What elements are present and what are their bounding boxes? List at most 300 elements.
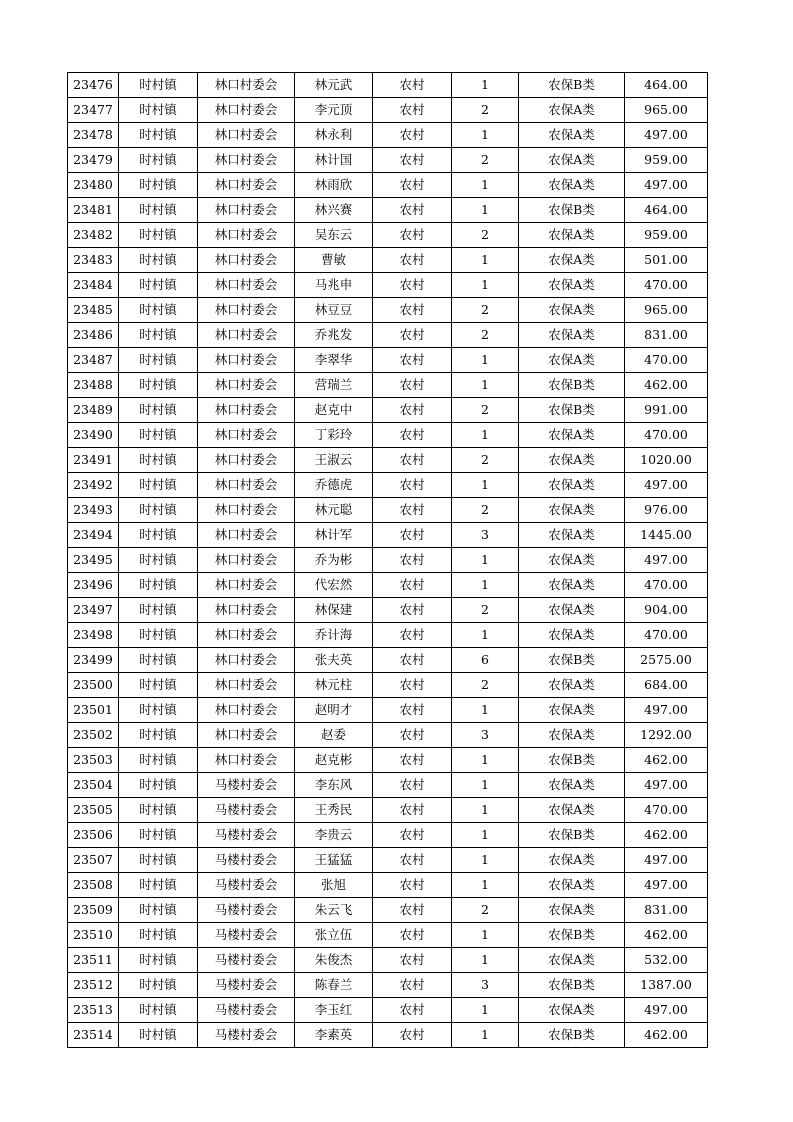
cell-amount: 976.00 (625, 498, 708, 523)
cell-village-committee: 林口村委会 (198, 248, 295, 273)
cell-household-type: 农村 (373, 648, 452, 673)
table-row (68, 73, 708, 98)
cell-town: 时村镇 (119, 473, 198, 498)
cell-serial-number: 23485 (68, 298, 119, 323)
cell-village-committee: 林口村委会 (198, 123, 295, 148)
cell-family-size: 1 (452, 823, 519, 848)
cell-insurance-category: 农保A类 (519, 348, 625, 373)
cell-household-type: 农村 (373, 898, 452, 923)
cell-town: 时村镇 (119, 123, 198, 148)
cell-household-type: 农村 (373, 98, 452, 123)
cell-amount: 497.00 (625, 873, 708, 898)
cell-family-size: 3 (452, 973, 519, 998)
cell-town: 时村镇 (119, 423, 198, 448)
cell-serial-number: 23493 (68, 498, 119, 523)
cell-amount: 2575.00 (625, 648, 708, 673)
cell-person-name: 丁彩玲 (295, 423, 373, 448)
table-row (68, 748, 708, 773)
cell-person-name: 王猛猛 (295, 848, 373, 873)
cell-family-size: 2 (452, 898, 519, 923)
cell-insurance-category: 农保A类 (519, 148, 625, 173)
cell-town: 时村镇 (119, 698, 198, 723)
table-row (68, 623, 708, 648)
cell-village-committee: 林口村委会 (198, 323, 295, 348)
cell-village-committee: 林口村委会 (198, 98, 295, 123)
cell-village-committee: 林口村委会 (198, 723, 295, 748)
cell-serial-number: 23492 (68, 473, 119, 498)
cell-family-size: 3 (452, 523, 519, 548)
cell-amount: 532.00 (625, 948, 708, 973)
cell-insurance-category: 农保A类 (519, 473, 625, 498)
cell-town: 时村镇 (119, 898, 198, 923)
cell-insurance-category: 农保A类 (519, 773, 625, 798)
cell-village-committee: 马楼村委会 (198, 998, 295, 1023)
cell-amount: 462.00 (625, 923, 708, 948)
cell-serial-number: 23488 (68, 373, 119, 398)
cell-family-size: 2 (452, 148, 519, 173)
cell-village-committee: 马楼村委会 (198, 798, 295, 823)
cell-household-type: 农村 (373, 973, 452, 998)
cell-family-size: 2 (452, 498, 519, 523)
cell-person-name: 林元武 (295, 73, 373, 98)
cell-family-size: 2 (452, 598, 519, 623)
table-row (68, 323, 708, 348)
cell-town: 时村镇 (119, 748, 198, 773)
cell-town: 时村镇 (119, 848, 198, 873)
cell-amount: 464.00 (625, 73, 708, 98)
cell-serial-number: 23497 (68, 598, 119, 623)
cell-household-type: 农村 (373, 348, 452, 373)
cell-town: 时村镇 (119, 523, 198, 548)
cell-serial-number: 23495 (68, 548, 119, 573)
cell-insurance-category: 农保A类 (519, 848, 625, 873)
cell-insurance-category: 农保A类 (519, 248, 625, 273)
cell-family-size: 2 (452, 398, 519, 423)
cell-serial-number: 23511 (68, 948, 119, 973)
table-row (68, 223, 708, 248)
cell-village-committee: 林口村委会 (198, 373, 295, 398)
cell-household-type: 农村 (373, 848, 452, 873)
cell-amount: 497.00 (625, 998, 708, 1023)
table-row (68, 173, 708, 198)
cell-insurance-category: 农保B类 (519, 648, 625, 673)
cell-amount: 497.00 (625, 773, 708, 798)
cell-family-size: 1 (452, 948, 519, 973)
cell-family-size: 1 (452, 698, 519, 723)
cell-family-size: 1 (452, 198, 519, 223)
cell-serial-number: 23480 (68, 173, 119, 198)
cell-household-type: 农村 (373, 248, 452, 273)
cell-insurance-category: 农保A类 (519, 98, 625, 123)
cell-household-type: 农村 (373, 798, 452, 823)
cell-insurance-category: 农保A类 (519, 423, 625, 448)
cell-serial-number: 23484 (68, 273, 119, 298)
cell-family-size: 1 (452, 273, 519, 298)
cell-amount: 497.00 (625, 548, 708, 573)
table-row (68, 573, 708, 598)
cell-insurance-category: 农保A类 (519, 273, 625, 298)
cell-serial-number: 23487 (68, 348, 119, 373)
cell-insurance-category: 农保A类 (519, 223, 625, 248)
cell-insurance-category: 农保A类 (519, 898, 625, 923)
table-row (68, 973, 708, 998)
cell-village-committee: 林口村委会 (198, 223, 295, 248)
cell-amount: 831.00 (625, 323, 708, 348)
cell-village-committee: 林口村委会 (198, 473, 295, 498)
cell-amount: 497.00 (625, 848, 708, 873)
cell-serial-number: 23514 (68, 1023, 119, 1048)
cell-person-name: 曹敏 (295, 248, 373, 273)
cell-amount: 497.00 (625, 473, 708, 498)
cell-village-committee: 林口村委会 (198, 73, 295, 98)
cell-village-committee: 林口村委会 (198, 698, 295, 723)
cell-amount: 1387.00 (625, 973, 708, 998)
cell-person-name: 朱俊杰 (295, 948, 373, 973)
cell-town: 时村镇 (119, 623, 198, 648)
cell-family-size: 1 (452, 348, 519, 373)
cell-family-size: 2 (452, 223, 519, 248)
cell-town: 时村镇 (119, 173, 198, 198)
cell-person-name: 林元柱 (295, 673, 373, 698)
relief-roster-table (67, 72, 708, 1048)
cell-amount: 497.00 (625, 123, 708, 148)
cell-serial-number: 23501 (68, 698, 119, 723)
cell-household-type: 农村 (373, 498, 452, 523)
cell-insurance-category: 农保A类 (519, 998, 625, 1023)
table-row (68, 398, 708, 423)
cell-person-name: 李素英 (295, 1023, 373, 1048)
cell-family-size: 2 (452, 98, 519, 123)
cell-town: 时村镇 (119, 448, 198, 473)
cell-village-committee: 马楼村委会 (198, 973, 295, 998)
cell-insurance-category: 农保B类 (519, 1023, 625, 1048)
cell-amount: 462.00 (625, 373, 708, 398)
cell-serial-number: 23481 (68, 198, 119, 223)
cell-village-committee: 林口村委会 (198, 748, 295, 773)
cell-household-type: 农村 (373, 673, 452, 698)
cell-town: 时村镇 (119, 323, 198, 348)
cell-household-type: 农村 (373, 123, 452, 148)
table-row (68, 1023, 708, 1048)
cell-village-committee: 林口村委会 (198, 673, 295, 698)
cell-person-name: 乔为彬 (295, 548, 373, 573)
cell-insurance-category: 农保A类 (519, 723, 625, 748)
cell-town: 时村镇 (119, 598, 198, 623)
table-row (68, 473, 708, 498)
cell-household-type: 农村 (373, 448, 452, 473)
cell-person-name: 张立伍 (295, 923, 373, 948)
cell-insurance-category: 农保A类 (519, 673, 625, 698)
cell-village-committee: 林口村委会 (198, 498, 295, 523)
cell-village-committee: 林口村委会 (198, 173, 295, 198)
cell-person-name: 李东风 (295, 773, 373, 798)
cell-village-committee: 林口村委会 (198, 298, 295, 323)
table-row (68, 148, 708, 173)
cell-household-type: 农村 (373, 173, 452, 198)
cell-village-committee: 马楼村委会 (198, 1023, 295, 1048)
cell-amount: 464.00 (625, 198, 708, 223)
cell-serial-number: 23508 (68, 873, 119, 898)
cell-insurance-category: 农保A类 (519, 298, 625, 323)
cell-household-type: 农村 (373, 298, 452, 323)
cell-amount: 959.00 (625, 148, 708, 173)
cell-town: 时村镇 (119, 273, 198, 298)
cell-household-type: 农村 (373, 698, 452, 723)
cell-household-type: 农村 (373, 198, 452, 223)
cell-village-committee: 林口村委会 (198, 573, 295, 598)
cell-person-name: 赵明才 (295, 698, 373, 723)
cell-household-type: 农村 (373, 573, 452, 598)
cell-family-size: 1 (452, 923, 519, 948)
table-row (68, 798, 708, 823)
cell-family-size: 1 (452, 173, 519, 198)
cell-village-committee: 林口村委会 (198, 148, 295, 173)
cell-household-type: 农村 (373, 398, 452, 423)
table-row (68, 873, 708, 898)
cell-serial-number: 23491 (68, 448, 119, 473)
cell-serial-number: 23507 (68, 848, 119, 873)
table-row (68, 498, 708, 523)
cell-family-size: 1 (452, 248, 519, 273)
cell-village-committee: 马楼村委会 (198, 898, 295, 923)
cell-amount: 684.00 (625, 673, 708, 698)
cell-amount: 470.00 (625, 623, 708, 648)
cell-amount: 462.00 (625, 748, 708, 773)
cell-family-size: 1 (452, 873, 519, 898)
cell-town: 时村镇 (119, 723, 198, 748)
cell-family-size: 6 (452, 648, 519, 673)
table-row (68, 98, 708, 123)
cell-serial-number: 23509 (68, 898, 119, 923)
cell-person-name: 王淑云 (295, 448, 373, 473)
cell-insurance-category: 农保A类 (519, 948, 625, 973)
cell-serial-number: 23478 (68, 123, 119, 148)
cell-amount: 470.00 (625, 273, 708, 298)
cell-household-type: 农村 (373, 598, 452, 623)
cell-insurance-category: 农保A类 (519, 598, 625, 623)
cell-serial-number: 23486 (68, 323, 119, 348)
cell-town: 时村镇 (119, 148, 198, 173)
cell-serial-number: 23476 (68, 73, 119, 98)
table-row (68, 998, 708, 1023)
cell-insurance-category: 农保A类 (519, 448, 625, 473)
cell-person-name: 马兆申 (295, 273, 373, 298)
cell-insurance-category: 农保A类 (519, 873, 625, 898)
cell-village-committee: 林口村委会 (198, 448, 295, 473)
cell-household-type: 农村 (373, 423, 452, 448)
cell-amount: 470.00 (625, 348, 708, 373)
cell-village-committee: 林口村委会 (198, 648, 295, 673)
cell-village-committee: 林口村委会 (198, 423, 295, 448)
cell-town: 时村镇 (119, 673, 198, 698)
cell-family-size: 1 (452, 773, 519, 798)
cell-village-committee: 林口村委会 (198, 198, 295, 223)
table-body (68, 73, 708, 1048)
cell-household-type: 农村 (373, 773, 452, 798)
cell-person-name: 林兴赛 (295, 198, 373, 223)
cell-serial-number: 23489 (68, 398, 119, 423)
cell-family-size: 1 (452, 623, 519, 648)
cell-serial-number: 23490 (68, 423, 119, 448)
table-row (68, 823, 708, 848)
cell-amount: 497.00 (625, 698, 708, 723)
table-row (68, 123, 708, 148)
cell-family-size: 2 (452, 298, 519, 323)
cell-village-committee: 林口村委会 (198, 398, 295, 423)
cell-town: 时村镇 (119, 773, 198, 798)
cell-serial-number: 23482 (68, 223, 119, 248)
cell-amount: 462.00 (625, 1023, 708, 1048)
table-row (68, 273, 708, 298)
cell-serial-number: 23504 (68, 773, 119, 798)
cell-insurance-category: 农保A类 (519, 523, 625, 548)
cell-household-type: 农村 (373, 823, 452, 848)
cell-family-size: 2 (452, 323, 519, 348)
cell-serial-number: 23502 (68, 723, 119, 748)
cell-town: 时村镇 (119, 1023, 198, 1048)
cell-family-size: 1 (452, 848, 519, 873)
cell-serial-number: 23503 (68, 748, 119, 773)
cell-town: 时村镇 (119, 498, 198, 523)
cell-insurance-category: 农保A类 (519, 123, 625, 148)
cell-household-type: 农村 (373, 373, 452, 398)
cell-household-type: 农村 (373, 873, 452, 898)
cell-person-name: 乔计海 (295, 623, 373, 648)
cell-insurance-category: 农保B类 (519, 923, 625, 948)
cell-insurance-category: 农保B类 (519, 73, 625, 98)
cell-insurance-category: 农保A类 (519, 173, 625, 198)
cell-family-size: 1 (452, 73, 519, 98)
cell-amount: 501.00 (625, 248, 708, 273)
cell-town: 时村镇 (119, 923, 198, 948)
cell-village-committee: 林口村委会 (198, 623, 295, 648)
cell-person-name: 代宏然 (295, 573, 373, 598)
cell-household-type: 农村 (373, 948, 452, 973)
cell-town: 时村镇 (119, 873, 198, 898)
cell-family-size: 1 (452, 748, 519, 773)
cell-person-name: 赵克彬 (295, 748, 373, 773)
cell-amount: 462.00 (625, 823, 708, 848)
table-row (68, 598, 708, 623)
cell-insurance-category: 农保B类 (519, 973, 625, 998)
cell-serial-number: 23512 (68, 973, 119, 998)
cell-family-size: 3 (452, 723, 519, 748)
cell-amount: 831.00 (625, 898, 708, 923)
cell-person-name: 李玉红 (295, 998, 373, 1023)
cell-household-type: 农村 (373, 623, 452, 648)
cell-amount: 1020.00 (625, 448, 708, 473)
table-row (68, 298, 708, 323)
cell-amount: 959.00 (625, 223, 708, 248)
cell-village-committee: 林口村委会 (198, 598, 295, 623)
cell-serial-number: 23496 (68, 573, 119, 598)
cell-serial-number: 23506 (68, 823, 119, 848)
cell-household-type: 农村 (373, 473, 452, 498)
cell-household-type: 农村 (373, 923, 452, 948)
cell-person-name: 林计军 (295, 523, 373, 548)
cell-person-name: 李元顶 (295, 98, 373, 123)
cell-serial-number: 23479 (68, 148, 119, 173)
table-row (68, 523, 708, 548)
cell-serial-number: 23500 (68, 673, 119, 698)
cell-family-size: 1 (452, 1023, 519, 1048)
cell-household-type: 农村 (373, 723, 452, 748)
cell-village-committee: 马楼村委会 (198, 923, 295, 948)
cell-amount: 991.00 (625, 398, 708, 423)
cell-family-size: 1 (452, 573, 519, 598)
cell-town: 时村镇 (119, 798, 198, 823)
cell-village-committee: 林口村委会 (198, 273, 295, 298)
cell-insurance-category: 农保A类 (519, 498, 625, 523)
table-row (68, 423, 708, 448)
cell-town: 时村镇 (119, 348, 198, 373)
cell-village-committee: 马楼村委会 (198, 773, 295, 798)
cell-village-committee: 林口村委会 (198, 548, 295, 573)
cell-village-committee: 林口村委会 (198, 348, 295, 373)
cell-serial-number: 23513 (68, 998, 119, 1023)
cell-insurance-category: 农保A类 (519, 798, 625, 823)
cell-household-type: 农村 (373, 273, 452, 298)
cell-insurance-category: 农保B类 (519, 198, 625, 223)
cell-insurance-category: 农保A类 (519, 623, 625, 648)
cell-person-name: 乔兆发 (295, 323, 373, 348)
cell-person-name: 林元聪 (295, 498, 373, 523)
cell-person-name: 张夫英 (295, 648, 373, 673)
cell-village-committee: 马楼村委会 (198, 823, 295, 848)
cell-town: 时村镇 (119, 548, 198, 573)
cell-household-type: 农村 (373, 523, 452, 548)
cell-person-name: 赵委 (295, 723, 373, 748)
cell-family-size: 1 (452, 548, 519, 573)
cell-person-name: 林保建 (295, 598, 373, 623)
cell-serial-number: 23498 (68, 623, 119, 648)
table-row (68, 948, 708, 973)
cell-family-size: 1 (452, 473, 519, 498)
cell-insurance-category: 农保B类 (519, 398, 625, 423)
cell-serial-number: 23510 (68, 923, 119, 948)
cell-town: 时村镇 (119, 973, 198, 998)
cell-person-name: 李贵云 (295, 823, 373, 848)
cell-person-name: 吴东云 (295, 223, 373, 248)
cell-family-size: 2 (452, 673, 519, 698)
table-row (68, 248, 708, 273)
table-row (68, 448, 708, 473)
cell-town: 时村镇 (119, 398, 198, 423)
cell-insurance-category: 农保A类 (519, 548, 625, 573)
cell-person-name: 乔德虎 (295, 473, 373, 498)
cell-insurance-category: 农保A类 (519, 573, 625, 598)
cell-village-committee: 马楼村委会 (198, 848, 295, 873)
cell-amount: 965.00 (625, 298, 708, 323)
cell-person-name: 林雨欣 (295, 173, 373, 198)
cell-town: 时村镇 (119, 648, 198, 673)
cell-insurance-category: 农保A类 (519, 323, 625, 348)
cell-family-size: 1 (452, 798, 519, 823)
cell-person-name: 赵克中 (295, 398, 373, 423)
table-row (68, 648, 708, 673)
cell-serial-number: 23494 (68, 523, 119, 548)
cell-amount: 1445.00 (625, 523, 708, 548)
cell-village-committee: 马楼村委会 (198, 948, 295, 973)
cell-household-type: 农村 (373, 73, 452, 98)
cell-person-name: 营瑞兰 (295, 373, 373, 398)
cell-amount: 904.00 (625, 598, 708, 623)
cell-person-name: 林豆豆 (295, 298, 373, 323)
cell-person-name: 林永利 (295, 123, 373, 148)
cell-family-size: 2 (452, 448, 519, 473)
cell-person-name: 陈春兰 (295, 973, 373, 998)
cell-person-name: 朱云飞 (295, 898, 373, 923)
